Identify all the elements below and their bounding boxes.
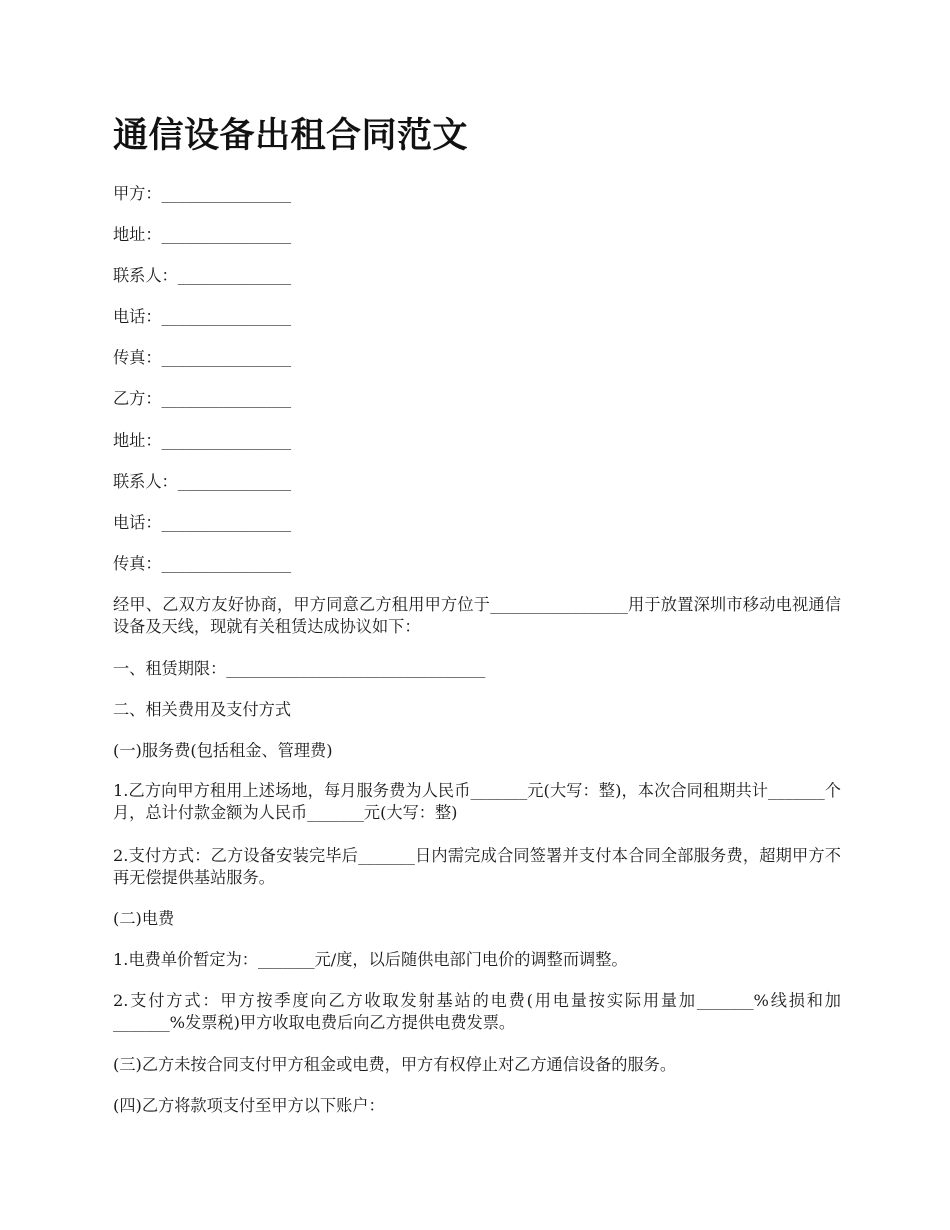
party-b-fax-line: 传真：________________ bbox=[113, 554, 292, 573]
section-nonpayment: (三)乙方未按合同支付甲方租金或电费，甲方有权停止对乙方通信设备的服务。 bbox=[113, 1055, 677, 1074]
party-a-contact-line: 联系人：______________ bbox=[113, 266, 292, 285]
document-title: 通信设备出租合同范文 bbox=[113, 116, 469, 156]
party-a-name-line: 甲方：________________ bbox=[113, 184, 292, 203]
section-payment-account: (四)乙方将款项支付至甲方以下账户： bbox=[113, 1096, 385, 1115]
party-a-phone-line: 电话：________________ bbox=[113, 307, 292, 326]
party-b-name-line: 乙方：________________ bbox=[113, 389, 292, 408]
intro-paragraph: 经甲、乙双方友好协商，甲方同意乙方租用甲方位于_________________用于放置深圳市移动电视通信设备及天线，现就有关租赁达成协议如下： bbox=[113, 595, 841, 636]
party-b-contact-line: 联系人：______________ bbox=[113, 472, 292, 491]
service-fee-item-1: 1.乙方向甲方租用上述场地，每月服务费为人民币_______元(大写：整)，本次合同租期共计_______个月，总计付款金额为人民币_______元(大写：整) bbox=[113, 781, 841, 822]
section-service-fee-heading: (一)服务费(包括租金、管理费) bbox=[113, 741, 333, 760]
party-a-fax-line: 传真：________________ bbox=[113, 348, 292, 367]
service-fee-item-2: 2.支付方式：乙方设备安装完毕后_______日内需完成合同签署并支付本合同全部服务费，超期甲方不再无偿提供基站服务。 bbox=[113, 846, 841, 887]
clause-lease-term: 一、租赁期限：________________________________ bbox=[113, 659, 486, 678]
party-a-address-line: 地址：________________ bbox=[113, 225, 292, 244]
party-b-phone-line: 电话：________________ bbox=[113, 513, 292, 532]
electricity-item-2: 2.支付方式：甲方按季度向乙方收取发射基站的电费(用电量按实际用量加_______%线损和加_______%发票税)甲方收取电费后向乙方提供电费发票。 bbox=[113, 991, 841, 1032]
section-electricity-heading: (二)电费 bbox=[113, 909, 175, 928]
electricity-item-1: 1.电费单价暂定为：_______元/度，以后随供电部门电价的调整而调整。 bbox=[113, 950, 628, 969]
party-b-address-line: 地址：________________ bbox=[113, 431, 292, 450]
clause-fees-heading: 二、相关费用及支付方式 bbox=[113, 700, 292, 719]
